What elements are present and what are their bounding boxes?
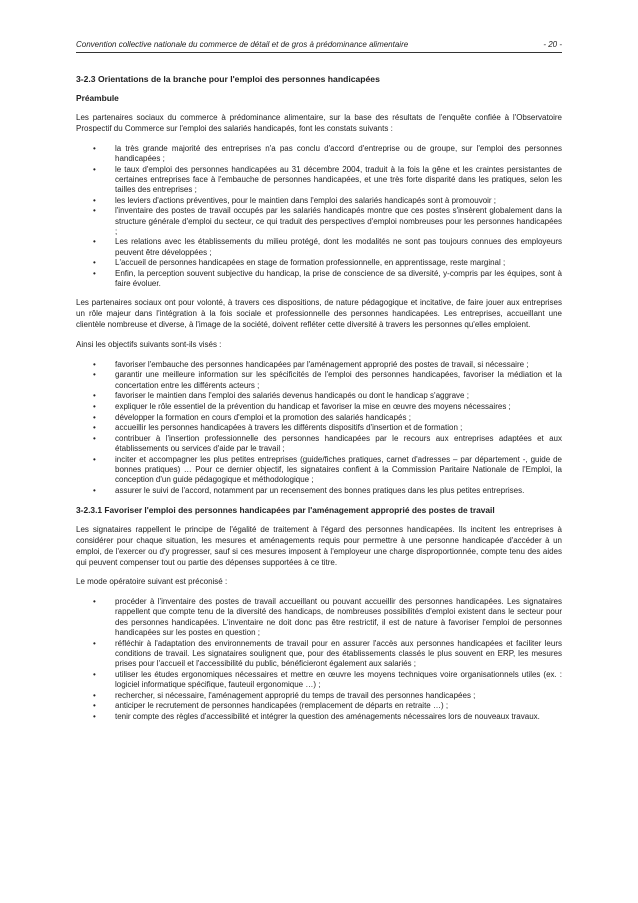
page-body [76,74,562,731]
bullet-icon: • [93,454,96,464]
list-item-text: L'accueil de personnes handicapées en stage de formation professionnelle, en apprentissage, reste marginal ; [115,258,506,268]
list-item [76,423,562,433]
constats-list [76,144,562,290]
list-item [76,434,562,454]
list-item [76,402,562,412]
list-item-text: accueillir les personnes handicapées à travers les différents dispositifs d'insertion et de formation ; [115,423,463,433]
bullet-icon: • [93,434,96,444]
list-item [76,269,562,289]
list-item-text: contribuer à l'insertion professionnelle des personnes handicapées par le recours aux entreprises adaptées et aux établissements ou services d'aide par le travail ; [115,434,562,454]
list-item [76,360,562,370]
bullet-icon: • [93,711,96,721]
bullet-icon: • [93,237,96,247]
bullet-icon: • [93,143,96,153]
bullet-icon: • [93,401,96,411]
bullet-icon: • [93,370,96,380]
bullet-icon: • [93,195,96,205]
bullet-icon: • [93,638,96,648]
list-item-text: rechercher, si nécessaire, l'aménagement approprié du temps de travail des personnes handicapées ; [115,690,476,700]
subsection-heading: 3-2.3.1 Favoriser l'emploi des personnes handicapées par l'aménagement approprié des postes de travail [76,505,495,516]
section-heading: 3-2.3 Orientations de la branche pour l'emploi des personnes handicapées [76,74,380,84]
list-item-text: tenir compte des règles d'accessibilité et intégrer la question des aménagements nécessaires lors de nouveaux travaux. [115,711,540,721]
bullet-icon: • [93,412,96,422]
list-item-text: utiliser les études ergonomiques nécessaires et mettre en œuvre les moyens techniques voire organisationnels utiles (ex. : logiciel informatique spécifique, fauteuil ergonomique …) ; [115,669,562,689]
list-item-text: développer la formation en cours d'emploi et la promotion des salariés handicapés ; [115,412,411,422]
list-item [76,455,562,486]
bullet-icon: • [93,690,96,700]
list-item [76,670,562,690]
list-item [76,196,562,206]
equality-paragraph: Les signataires rappellent le principe de l'égalité de traitement à l'égard des personnes handicapées. Ils incitent les entreprises à considérer pour chaque situation, les mesures et aménagements requis pour permettre à une personne handicapée d'accéder à un emploi, de l'exercer ou d'y progresser, sauf si ces mesures imposent à l'employeur une charge disproportionnée, compte tenu des aides qui peuvent compenser tout ou partie des dépenses supportées à ce titre. [76,525,562,567]
list-item [76,701,562,711]
bullet-icon: • [93,258,96,268]
list-item-text: anticiper le recrutement de personnes handicapées (remplacement de départs en retraite …) ; [115,701,449,711]
bullet-icon: • [93,359,96,369]
list-item-text: réfléchir à l'adaptation des environnements de travail pour en assurer l'accès aux personnes handicapées et faciliter leurs conditions de travail. Les signataires soulignent que, pour des établissements classés le plus souvent en ERP, les mesures prises pour l'accueil et l'accessibilité du public, bénéficieront également aux salariés ; [115,638,562,668]
bullet-icon: • [93,423,96,433]
list-item-text: la très grande majorité des entreprises n'a pas conclu d'accord d'entreprise ou de groupe, sur l'emploi des personnes handicapées ; [115,143,562,163]
bullet-icon: • [93,269,96,279]
steps-list [76,597,562,722]
list-item [76,370,562,390]
list-item [76,691,562,701]
list-item [76,258,562,268]
bullet-icon: • [93,391,96,401]
list-item [76,165,562,196]
list-item-text: Enfin, la perception souvent subjective du handicap, la prise de conscience de sa diversité, y-compris par les équipes, sont à faire évoluer. [115,269,562,289]
list-item [76,206,562,237]
intro-paragraph: Les partenaires sociaux du commerce à prédominance alimentaire, sur la base des résultats de l'enquête confiée à l'Observatoire Prospectif du Commerce sur l'emploi des salariés handicapés, font les constats suivants : [76,113,562,133]
list-item [76,712,562,722]
list-item [76,144,562,164]
list-item [76,391,562,401]
preamble-heading: Préambule [76,93,119,103]
list-item-text: inciter et accompagner les plus petites entreprises (guide/fiches pratiques, carnet d'adresses – par département -, guide de bonnes pratiques) … Pour ce dernier objectif, les signataires confient à la Commission Paritaire Nationale de l'Emploi, la conception d'un guide pédagogique et méthodologique ; [115,454,562,485]
list-item [76,639,562,670]
list-item-text: le taux d'emploi des personnes handicapées au 31 décembre 2004, traduit à la fois la gêne et les craintes persistantes de certaines entreprises face à l'embauche de personnes handicapées, et une très forte disparité dans les pratiques, selon les tailles des entreprises ; [115,164,562,194]
header-title: Convention collective nationale du commerce de détail et de gros à prédominance alimentaire [76,40,409,49]
volonte-paragraph: Les partenaires sociaux ont pour volonté, à travers ces dispositions, de nature pédagogique et incitative, de faire jouer aux entreprises un rôle majeur dans l'intégration à la fois sociale et professionnelle des personnes handicapées. Les entreprises, accueillant une clientèle nombreuse et diverse, à l'image de la société, doivent refléter cette diversité à travers les personnes qu'elles emploient. [76,298,562,330]
list-item [76,486,562,496]
list-item-text: favoriser l'embauche des personnes handicapées par l'aménagement approprié des postes de travail, si nécessaire ; [115,359,529,369]
bullet-icon: • [93,206,96,216]
list-item-text: favoriser le maintien dans l'emploi des salariés devenus handicapés ou dont le handicap s'aggrave ; [115,391,469,401]
bullet-icon: • [93,597,96,607]
list-item-text: Les relations avec les établissements du milieu protégé, dont les modalités ne sont pas toujours connues des employeurs peuvent être développées ; [115,237,562,257]
bullet-icon: • [93,486,96,496]
list-item-text: les leviers d'actions préventives, pour le maintien dans l'emploi des salariés handicapés sont à promouvoir ; [115,195,497,205]
objectives-list [76,360,562,497]
list-item [76,597,562,638]
bullet-icon: • [93,701,96,711]
list-item [76,413,562,423]
list-item-text: l'inventaire des postes de travail occupés par les salariés handicapés montre que ces postes s'insèrent globalement dans la structure générale d'emploi du secteur, ce qui traduit des perspectives d'emploi nombreuses pour les personnes handicapées ; [115,206,562,236]
page-header [76,40,562,53]
list-item-text: expliquer le rôle essentiel de la prévention du handicap et favoriser la mise en œuvre des moyens nécessaires ; [115,401,511,411]
list-item [76,237,562,257]
list-item-text: assurer le suivi de l'accord, notamment par un recensement des bonnes pratiques dans les plus petites entreprises. [115,486,525,496]
list-item-text: procéder à l'inventaire des postes de travail accueillant ou pouvant accueillir des personnes handicapées. Les signataires rappellent que compte tenu de la diversité des handicaps, de nombreuses possibilités d'emploi existent dans le secteur pour des personnes handicapées. L'inventaire ne doit donc pas être restrictif, il est de nature à favoriser l'emploi de personnes handicapées sur les postes en question ; [115,597,562,637]
list-item-text: garantir une meilleure information sur les spécificités de l'emploi des personnes handicapées, favoriser la médiation et la concertation entre les différents acteurs ; [115,370,562,390]
bullet-icon: • [93,669,96,679]
mode-intro: Le mode opératoire suivant est préconisé : [76,577,228,587]
objectives-intro: Ainsi les objectifs suivants sont-ils visés : [76,339,222,349]
bullet-icon: • [93,164,96,174]
page-number: - 20 - [543,40,562,49]
